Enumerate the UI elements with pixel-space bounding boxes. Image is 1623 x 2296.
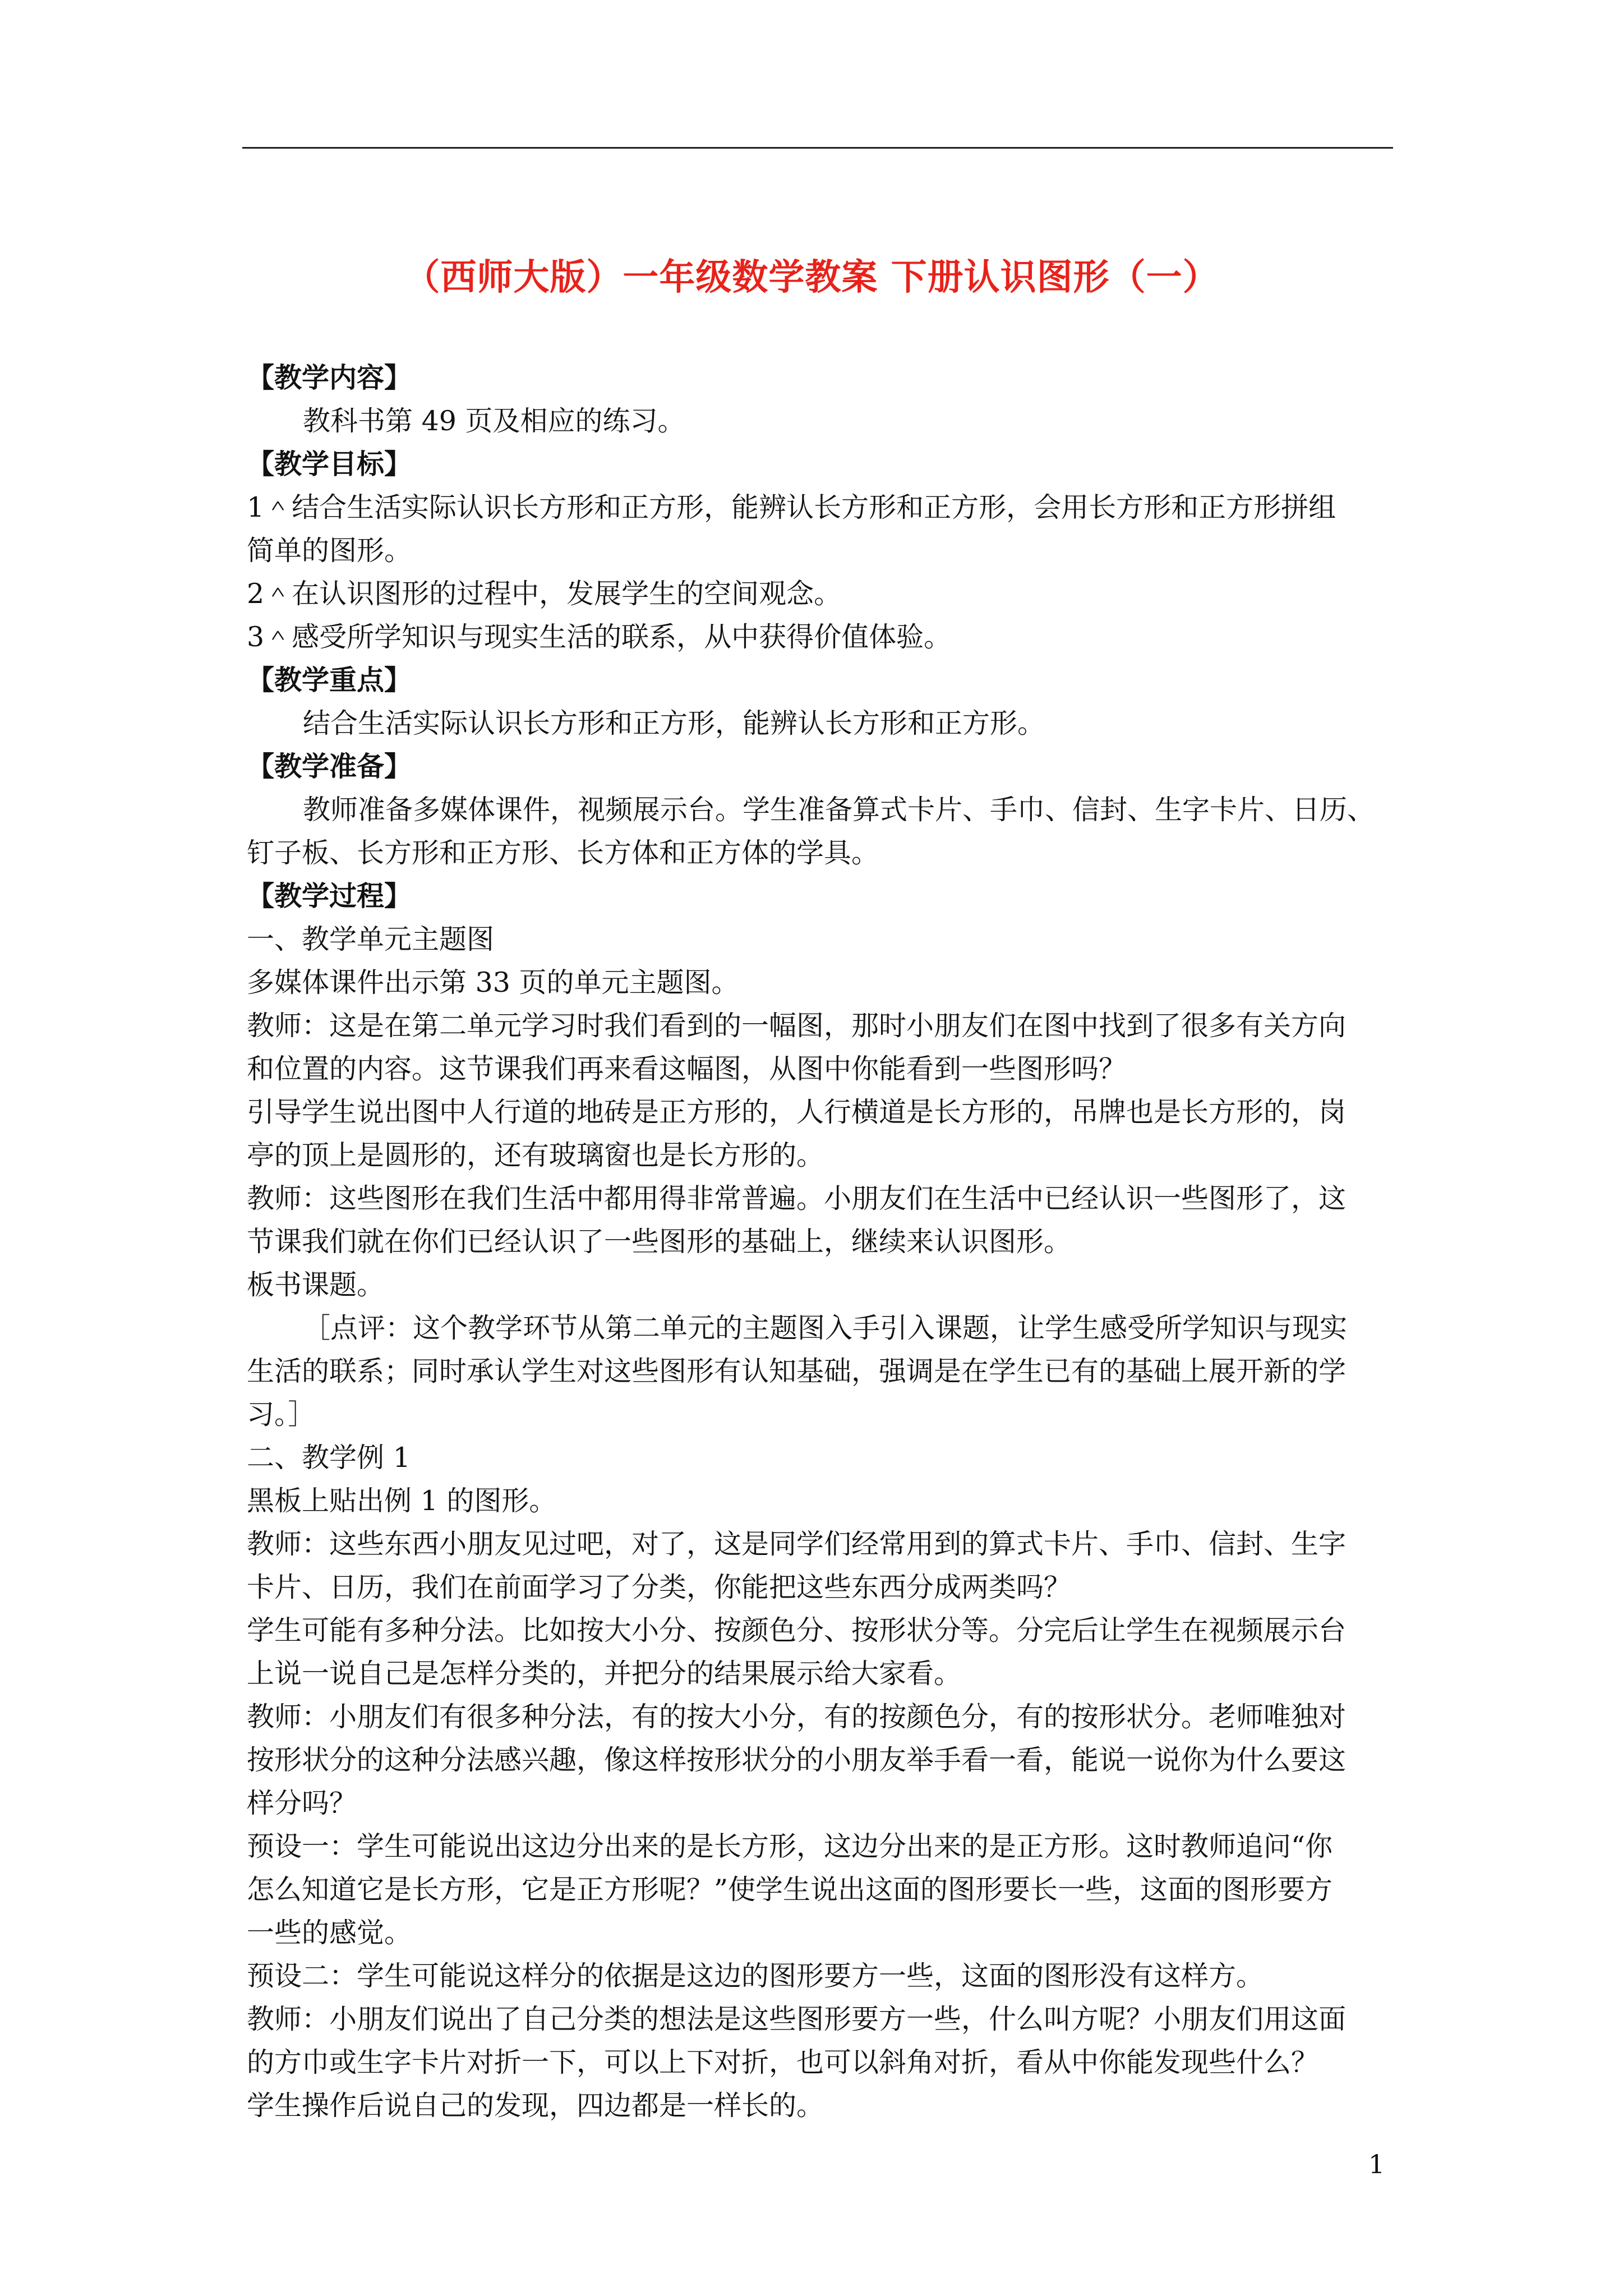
section-heading: 【教学过程】 bbox=[247, 880, 412, 912]
body-text-line: 习。］ bbox=[247, 1398, 316, 1430]
body-text-line: 教师准备多媒体课件，视频展示台。学生准备算式卡片、手巾、信封、生字卡片、日历、 bbox=[303, 794, 1375, 826]
body-text-line: 亭的顶上是圆形的，还有玻璃窗也是长方形的。 bbox=[247, 1139, 824, 1171]
section-heading: 【教学准备】 bbox=[247, 750, 412, 783]
body-text-line: 二、教学例 1 bbox=[247, 1442, 411, 1474]
body-text-line: 教师：这些东西小朋友见过吧，对了，这是同学们经常用到的算式卡片、手巾、信封、生字 bbox=[247, 1528, 1347, 1560]
body-text-line: 2＾在认识图形的过程中，发展学生的空间观念。 bbox=[247, 578, 842, 610]
body-text-line: 预设二：学生可能说这样分的依据是这边的图形要方一些，这面的图形没有这样方。 bbox=[247, 1960, 1264, 1992]
body-text-line: 1＾结合生活实际认识长方形和正方形，能辨认长方形和正方形，会用长方形和正方形拼组 bbox=[247, 491, 1336, 523]
document-title: （西师大版）一年级数学教案 下册认识图形（一） bbox=[404, 256, 1219, 298]
body-text-line: 样分吗？ bbox=[247, 1787, 357, 1819]
body-text-line: 教师：小朋友们有很多种分法，有的按大小分，有的按颜色分，有的按形状分。老师唯独对 bbox=[247, 1701, 1347, 1733]
body-text-line: 黑板上贴出例 1 的图形。 bbox=[247, 1485, 557, 1517]
body-text-line: 教师：这些图形在我们生活中都用得非常普遍。小朋友们在生活中已经认识一些图形了，这 bbox=[247, 1182, 1347, 1214]
body-text-line: 上说一说自己是怎样分类的，并把分的结果展示给大家看。 bbox=[247, 1658, 962, 1690]
header-rule bbox=[242, 147, 1393, 149]
body-text-line: 教师：小朋友们说出了自己分类的想法是这些图形要方一些，什么叫方呢？小朋友们用这面 bbox=[247, 2003, 1347, 2035]
body-text-line: 教师：这是在第二单元学习时我们看到的一幅图，那时小朋友们在图中找到了很多有关方向 bbox=[247, 1010, 1347, 1042]
body-text-line: 学生操作后说自己的发现，四边都是一样长的。 bbox=[247, 2090, 824, 2122]
body-text-line: 板书课题。 bbox=[247, 1269, 385, 1301]
body-text-line: 一、教学单元主题图 bbox=[247, 923, 495, 955]
section-heading: 【教学重点】 bbox=[247, 664, 412, 696]
body-text-line: 学生可能有多种分法。比如按大小分、按颜色分、按形状分等。分完后让学生在视频展示台 bbox=[247, 1614, 1347, 1646]
body-text-line: 简单的图形。 bbox=[247, 535, 412, 567]
body-text-line: 一些的感觉。 bbox=[247, 1917, 412, 1949]
body-text-line: 预设一：学生可能说出这边分出来的是长方形，这边分出来的是正方形。这时教师追问“你 bbox=[247, 1830, 1333, 1862]
body-text-line: 结合生活实际认识长方形和正方形，能辨认长方形和正方形。 bbox=[303, 707, 1045, 739]
body-text-line: 的方巾或生字卡片对折一下，可以上下对折，也可以斜角对折，看从中你能发现些什么？ bbox=[247, 2046, 1319, 2078]
body-text-line: 引导学生说出图中人行道的地砖是正方形的，人行横道是长方形的，吊牌也是长方形的，岗 bbox=[247, 1096, 1347, 1128]
body-text-line: 怎么知道它是长方形，它是正方形呢？”使学生说出这面的图形要长一些，这面的图形要方 bbox=[247, 1874, 1333, 1906]
body-text-line: 钉子板、长方形和正方形、长方体和正方体的学具。 bbox=[247, 837, 879, 869]
section-heading: 【教学目标】 bbox=[247, 448, 412, 480]
page-number: 1 bbox=[1368, 2149, 1385, 2179]
body-text-line: 按形状分的这种分法感兴趣，像这样按形状分的小朋友举手看一看，能说一说你为什么要这 bbox=[247, 1744, 1347, 1776]
body-text-line: 卡片、日历，我们在前面学习了分类，你能把这些东西分成两类吗？ bbox=[247, 1571, 1072, 1603]
body-text-line: 节课我们就在你们已经认识了一些图形的基础上，继续来认识图形。 bbox=[247, 1226, 1072, 1258]
body-text-line: 教科书第 49 页及相应的练习。 bbox=[303, 405, 685, 437]
body-text-line: 多媒体课件出示第 33 页的单元主题图。 bbox=[247, 967, 739, 999]
body-text-line: ［点评：这个教学环节从第二单元的主题图入手引入课题，让学生感受所学知识与现实 bbox=[303, 1312, 1348, 1344]
document-body bbox=[247, 356, 1402, 2127]
body-text-line: 3＾感受所学知识与现实生活的联系，从中获得价值体验。 bbox=[247, 621, 952, 653]
body-text-line: 生活的联系；同时承认学生对这些图形有认知基础，强调是在学生已有的基础上展开新的学 bbox=[247, 1355, 1347, 1387]
body-text-line: 和位置的内容。这节课我们再来看这幅图，从图中你能看到一些图形吗？ bbox=[247, 1053, 1127, 1085]
section-heading: 【教学内容】 bbox=[247, 361, 412, 394]
